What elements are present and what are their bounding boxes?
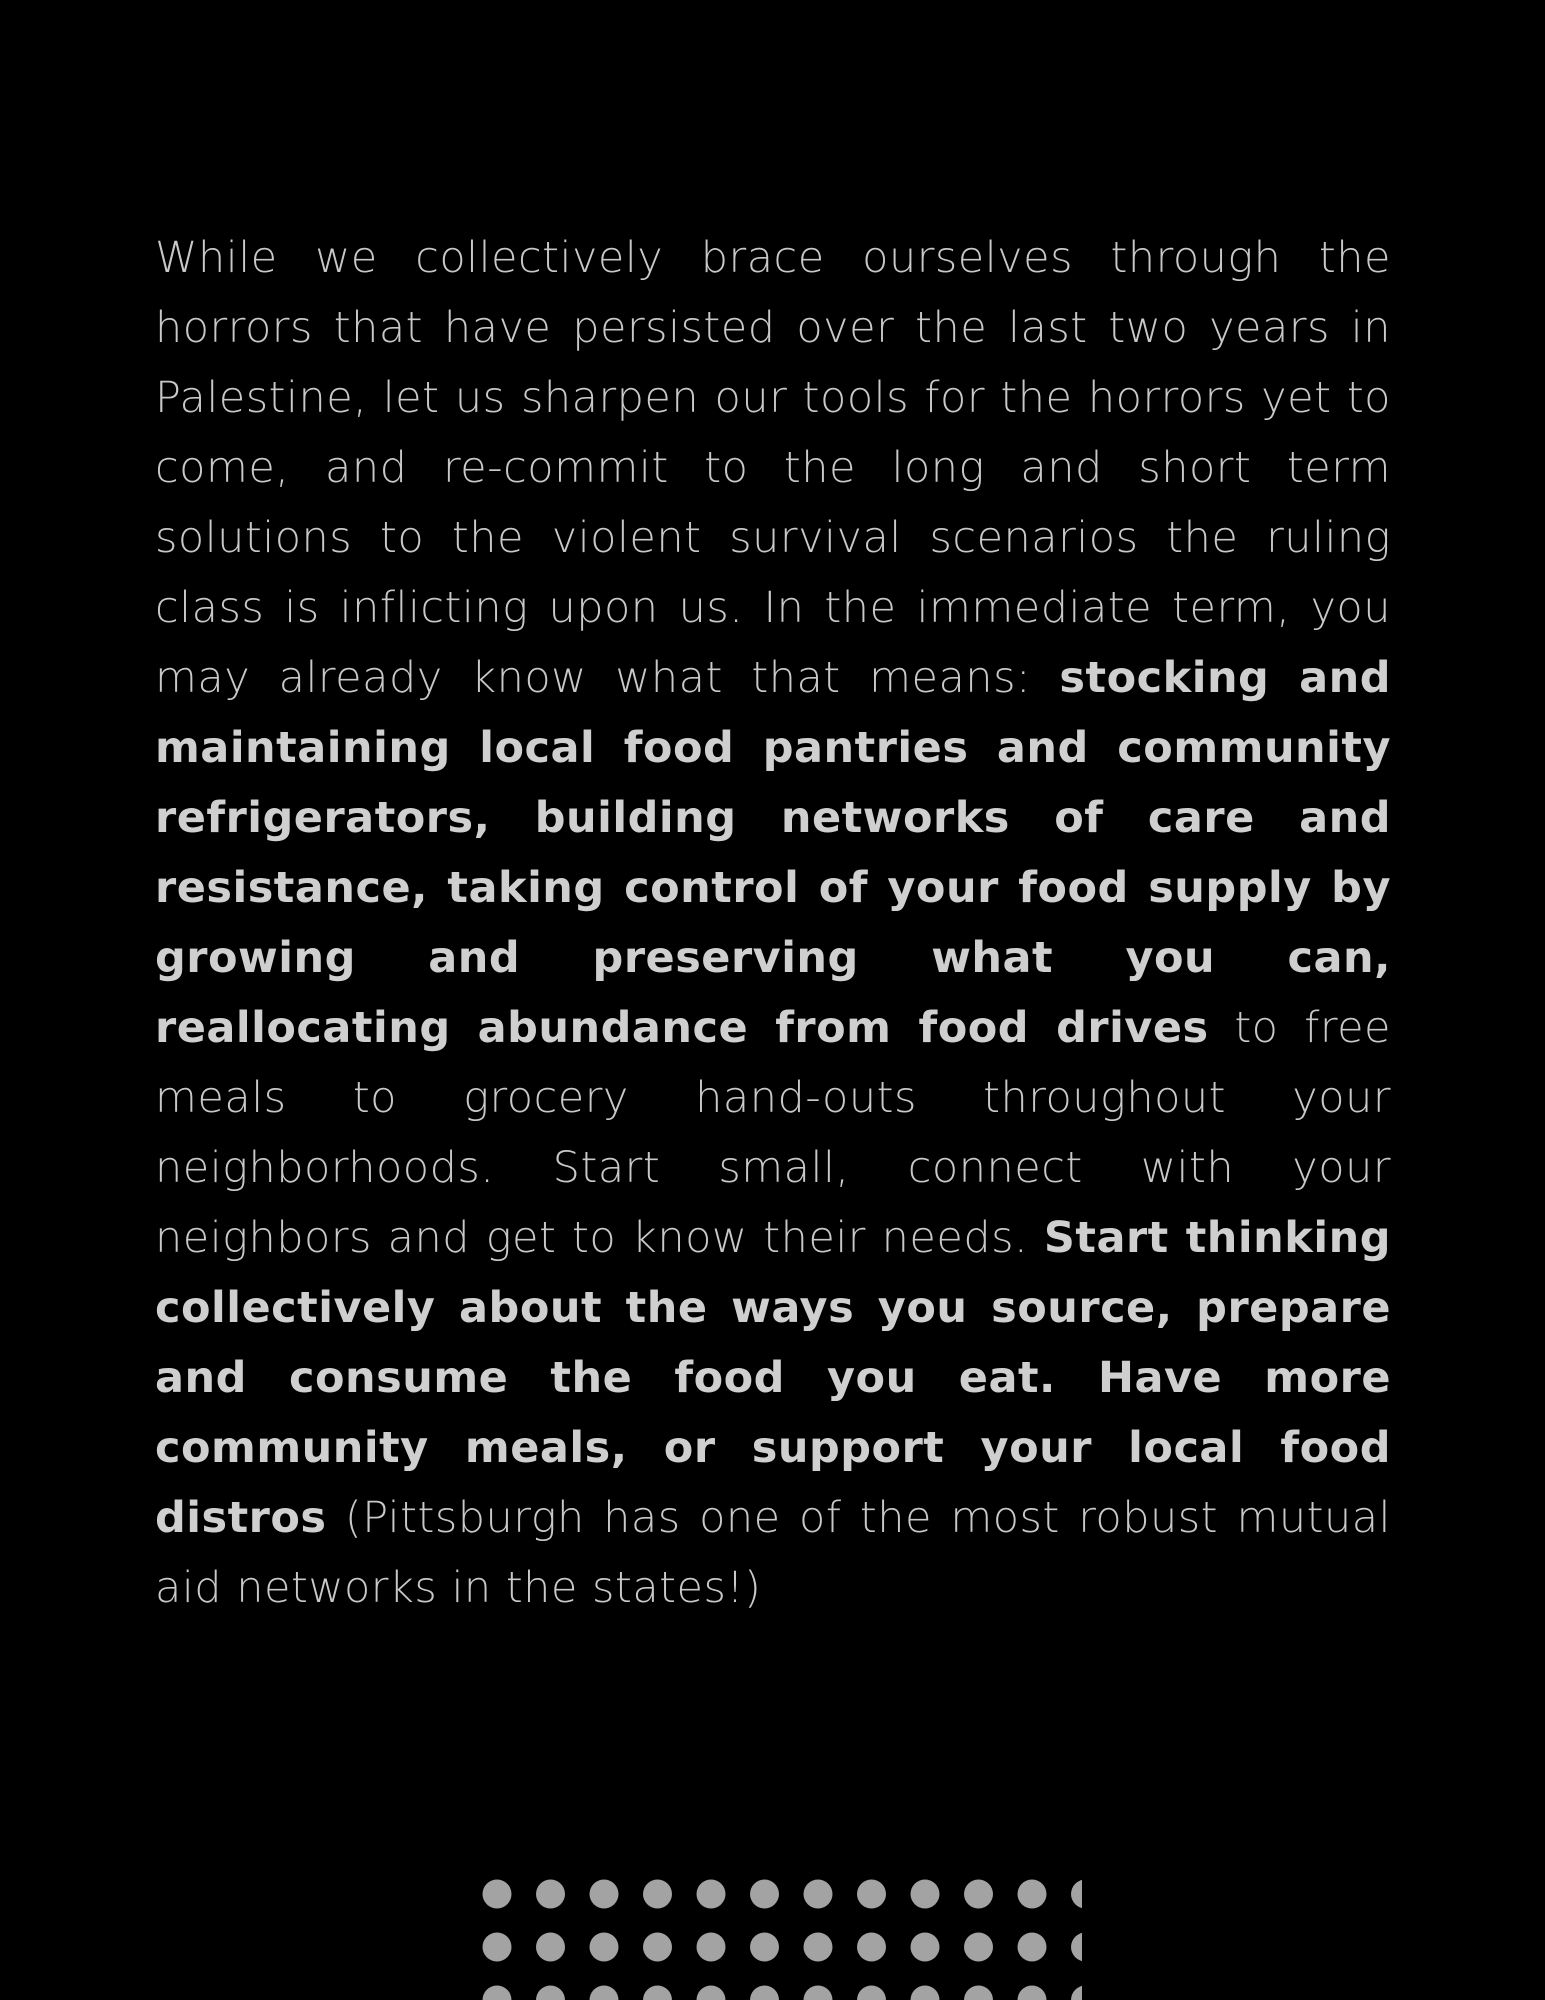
decorative-dot xyxy=(1018,1986,1047,2000)
decorative-dot xyxy=(697,1986,726,2000)
decorative-dot xyxy=(911,1986,940,2000)
decorative-dot xyxy=(804,1880,833,1909)
decorative-dot xyxy=(590,1933,619,1962)
decorative-dot xyxy=(536,1933,565,1962)
paragraph-segment-regular: to free meals to grocery hand-outs throughout your neighborhoods. Start small, connect with your neighbors and get to know their needs. xyxy=(155,1003,1391,1263)
decorative-dot xyxy=(590,1986,619,2000)
decorative-dot xyxy=(911,1933,940,1962)
decorative-dot xyxy=(750,1880,779,1909)
decorative-dot xyxy=(1071,1986,1082,2000)
decorative-dot xyxy=(857,1933,886,1962)
decorative-dot xyxy=(964,1933,993,1962)
decorative-dot xyxy=(750,1933,779,1962)
decorative-dot xyxy=(643,1933,672,1962)
decorative-dot xyxy=(964,1986,993,2000)
paragraph-segment-regular: While we collectively brace ourselves through the horrors that have persisted over the last two years in Palestine, let us sharpen our tools for the horrors yet to come, and re-commit to the long and short term solutions to the violent survival scenarios the ruling class is inflicting upon us. In the immediate term, you may already know what that means: xyxy=(155,233,1391,703)
decorative-dot xyxy=(1071,1880,1082,1909)
decorative-dot xyxy=(911,1880,940,1909)
decorative-dot xyxy=(483,1986,512,2000)
decorative-dot xyxy=(1018,1880,1047,1909)
decorative-dot xyxy=(804,1986,833,2000)
paragraph-segment-regular: (Pittsburgh has one of the most robust mutual aid networks in the states!) xyxy=(155,1493,1391,1613)
decorative-dot xyxy=(697,1880,726,1909)
decorative-dot xyxy=(643,1986,672,2000)
decorative-dot xyxy=(536,1880,565,1909)
decorative-dot xyxy=(643,1880,672,1909)
decorative-dot-grid xyxy=(482,1879,1082,2000)
decorative-dot xyxy=(697,1933,726,1962)
decorative-dot xyxy=(857,1986,886,2000)
decorative-dot xyxy=(964,1880,993,1909)
decorative-dot xyxy=(1018,1933,1047,1962)
decorative-dot xyxy=(750,1986,779,2000)
decorative-dot xyxy=(536,1986,565,2000)
article-paragraph xyxy=(155,223,1391,1623)
paragraph-segment-bold: stocking and maintaining local food pantries and community refrigerators, building networks of care and resistance, taking control of your food supply by growing and preserving what you can, reallocating abundance from food drives xyxy=(155,653,1391,1053)
decorative-dot xyxy=(857,1880,886,1909)
paragraph-segment-bold: Start thinking collectively about the ways you source, prepare and consume the food you eat. Have more community meals, or support your local food distros xyxy=(155,1213,1391,1543)
decorative-dot xyxy=(483,1933,512,1962)
decorative-dot xyxy=(804,1933,833,1962)
decorative-dot xyxy=(483,1880,512,1909)
decorative-dot xyxy=(590,1880,619,1909)
decorative-dot xyxy=(1071,1933,1082,1962)
